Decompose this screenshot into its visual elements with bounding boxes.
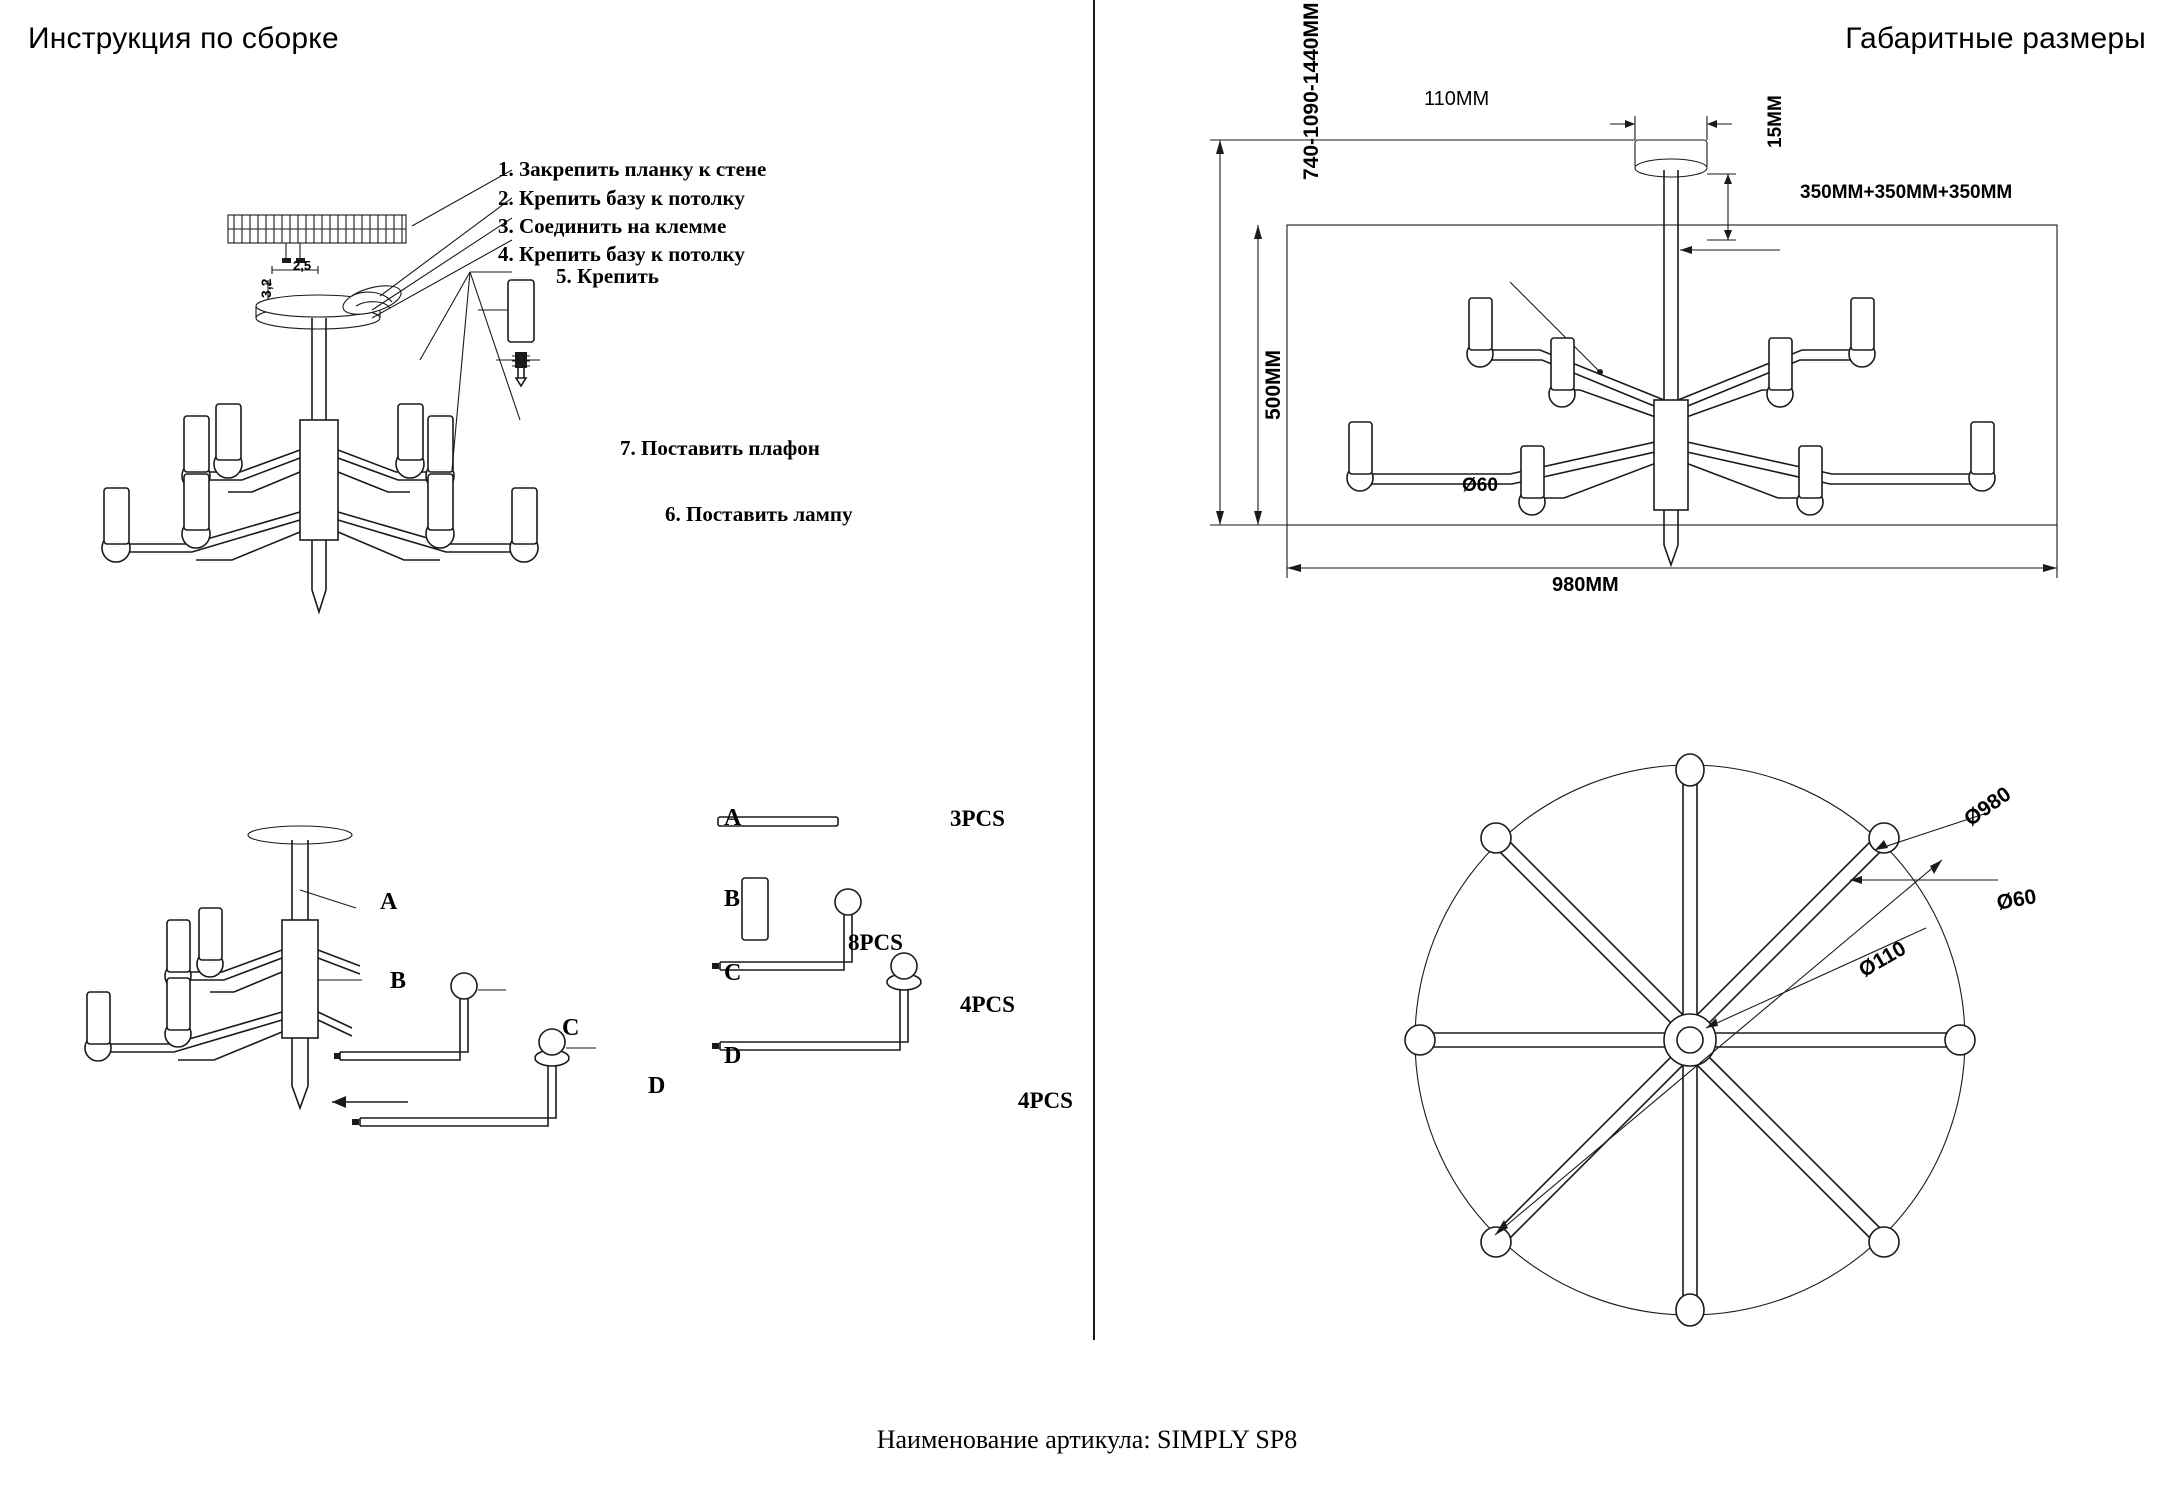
- part-qty-c: 4PCS: [960, 992, 1015, 1017]
- panel-divider: [1093, 0, 1095, 1340]
- instruction-1: 1. Закрепить планку к стене: [498, 157, 767, 181]
- page-title-left: Инструкция по сборке: [28, 22, 339, 55]
- exploded-body: [282, 920, 318, 1108]
- dim-plan-shade: Ø60: [1995, 885, 2039, 915]
- exploded-label-b: B: [390, 968, 407, 994]
- parts-diagram-bottom: [0, 790, 1090, 1260]
- ceiling-cap: [1635, 140, 1707, 177]
- dim-body-height: 500MM: [1262, 349, 1285, 420]
- dim-arm-diameter: Ø60: [1462, 475, 1498, 496]
- dim-total-width: 980MM: [1552, 574, 1619, 596]
- dim-rod-sections: 350MM+350MM+350MM: [1800, 182, 2013, 203]
- elevation-arms: [1360, 350, 1982, 565]
- dim-height-range: 740-1090-1440MM: [1300, 2, 1323, 180]
- assembly-arrow-icon: [332, 1096, 408, 1108]
- part-letter-d: D: [724, 1043, 742, 1069]
- exploded-arms: [98, 950, 360, 1060]
- plate-dim: 2,5: [293, 258, 312, 273]
- plan-dimension-leaders: [1495, 812, 1998, 1235]
- instruction-3: 3. Соединить на клемме: [498, 214, 727, 238]
- exploded-label-a: A: [380, 889, 398, 915]
- exploded-label-d: D: [648, 1073, 666, 1099]
- dim-plan-cap: Ø110: [1855, 936, 1910, 982]
- exploded-label-c: C: [562, 1015, 580, 1041]
- part-b-shape: [742, 878, 768, 940]
- dim-rod-segment: 15MM: [1765, 95, 1786, 148]
- part-qty-a: 3PCS: [950, 806, 1005, 831]
- part-qty-b: 8PCS: [848, 930, 903, 955]
- ceiling-canopy-icon: [256, 280, 404, 329]
- exploded-canopy: [248, 826, 352, 920]
- instruction-2: 2. Крепить базу к потолку: [498, 186, 745, 210]
- plan-center-hub: [1664, 1014, 1716, 1066]
- part-qty-d: 4PCS: [1018, 1088, 1073, 1113]
- dim-plan-outer: Ø980: [1960, 782, 2016, 831]
- dim-cap-width: 110MM: [1424, 88, 1490, 110]
- instruction-7: 7. Поставить плафон: [620, 436, 820, 460]
- instruction-4: 4. Крепить базу к потолку: [498, 242, 745, 266]
- article-name: Наименование артикула: SIMPLY SP8: [876, 1425, 1298, 1454]
- elevation-dimension-drawing: [1180, 100, 2170, 720]
- center-rod: [300, 318, 338, 612]
- plan-view-drawing: [1330, 740, 2050, 1360]
- instruction-5: 5. Крепить: [556, 264, 659, 288]
- detached-shade-icon: [508, 280, 534, 342]
- drop-rod: [1664, 170, 1678, 400]
- instruction-6: 6. Поставить лампу: [665, 502, 853, 526]
- part-d-shape: [712, 953, 921, 1050]
- detached-bulb-icon: [512, 352, 530, 386]
- plate-screw-dim: 3,2: [258, 278, 274, 298]
- part-letter-c: C: [724, 960, 742, 986]
- page-title-right: Габаритные размеры: [1845, 22, 2146, 55]
- part-letter-b: B: [724, 886, 741, 912]
- exploded-lamp-heads: [85, 908, 223, 1061]
- part-letter-a: A: [724, 805, 742, 831]
